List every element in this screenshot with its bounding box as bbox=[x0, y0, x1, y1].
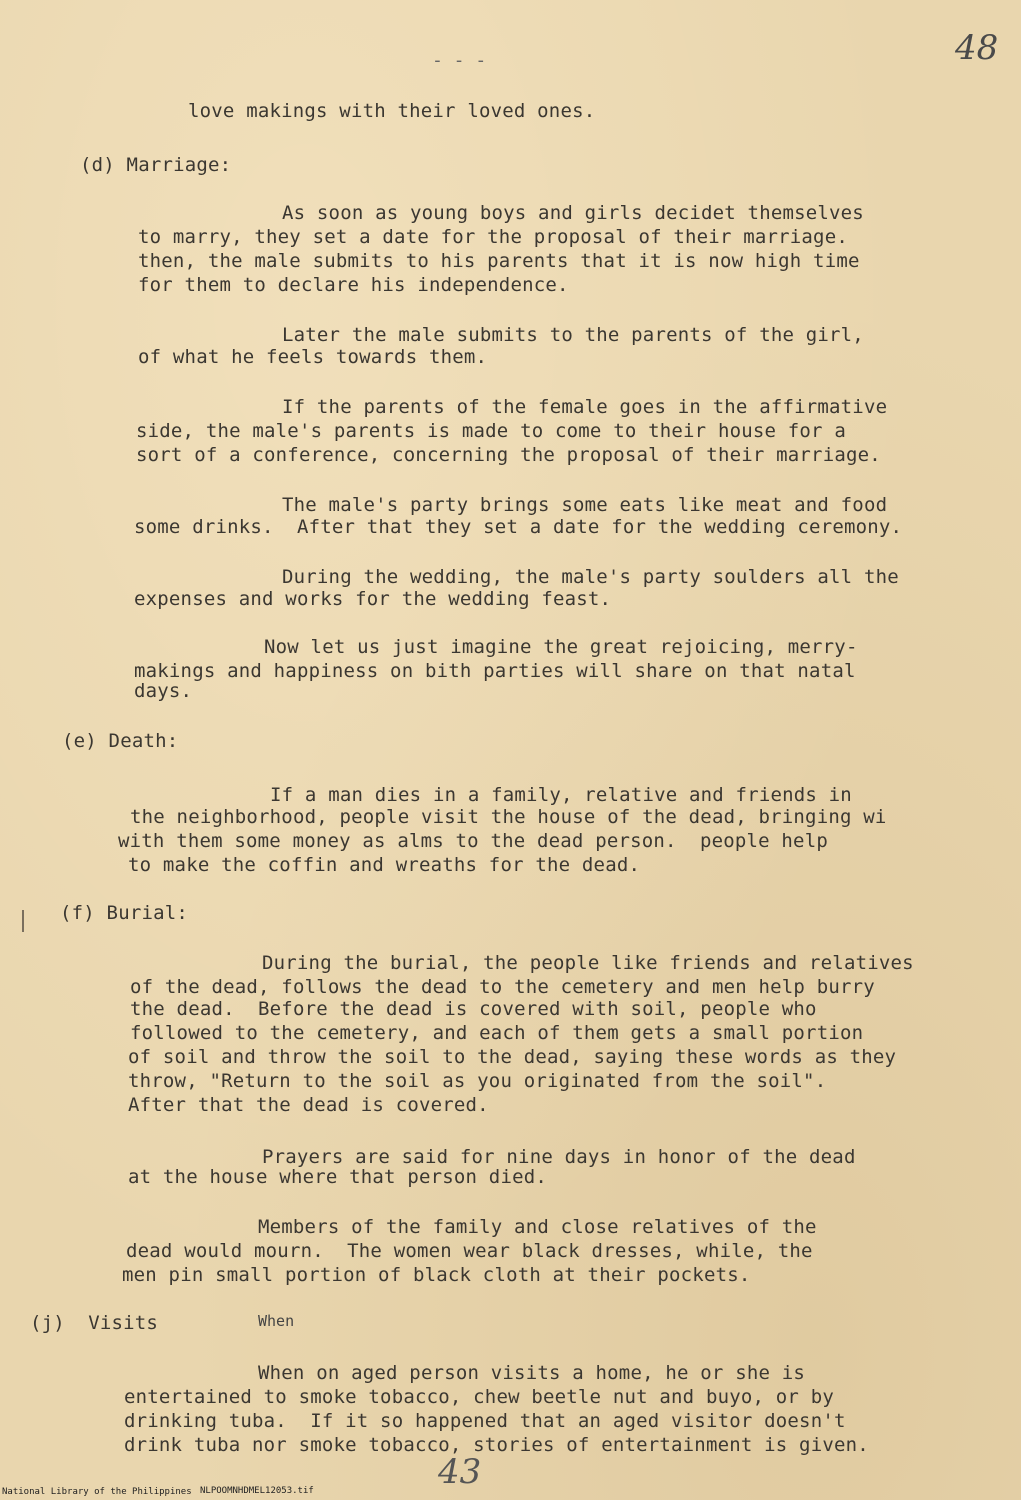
section-heading-death: (e) Death: bbox=[62, 730, 179, 752]
text-line: The male's party brings some eats like meat and food bbox=[282, 494, 888, 516]
text-line: After that the dead is covered. bbox=[128, 1094, 489, 1116]
text-line: the neighborhood, people visit the house of the dead, bringing wi bbox=[130, 806, 887, 828]
archive-credit: National Library of the Philippines bbox=[2, 1487, 192, 1497]
file-name: NLPOOMNHDMEL12053.tif bbox=[200, 1486, 314, 1496]
margin-tick bbox=[22, 910, 24, 932]
text-line: makings and happiness on bith parties will share on that natal bbox=[134, 660, 856, 682]
text-line: Now let us just imagine the great rejoicing, merry- bbox=[264, 636, 858, 658]
text-line: If a man dies in a family, relative and friends in bbox=[270, 784, 852, 806]
text-line: the dead. Before the dead is covered with soil, people who bbox=[130, 998, 817, 1020]
text-line: dead would mourn. The women wear black dresses, while, the bbox=[126, 1240, 813, 1262]
text-line: During the burial, the people like friends and relatives bbox=[262, 952, 914, 974]
text-line: If the parents of the female goes in the affirmative bbox=[282, 396, 888, 418]
struck-word: When bbox=[258, 1312, 295, 1330]
text-line: expenses and works for the wedding feast. bbox=[134, 588, 612, 610]
text-line: sort of a conference, concerning the proposal of their marriage. bbox=[136, 444, 881, 466]
text-line: of what he feels towards them. bbox=[138, 346, 488, 368]
section-heading-marriage: (d) Marriage: bbox=[80, 154, 232, 176]
text-line: of soil and throw the soil to the dead, saying these words as they bbox=[128, 1046, 897, 1068]
text-line: for them to declare his independence. bbox=[138, 274, 569, 296]
section-heading-visits: (j) Visits bbox=[30, 1312, 159, 1334]
handwritten-mark: 43 bbox=[438, 1452, 482, 1492]
text-line: Later the male submits to the parents of the girl, bbox=[282, 324, 864, 346]
text-line: to make the coffin and wreaths for the dead. bbox=[128, 854, 641, 876]
text-line: at the house where that person died. bbox=[128, 1166, 548, 1188]
text-line: drink tuba nor smoke tobacco, stories of entertainment is given. bbox=[124, 1434, 869, 1456]
page-number: 48 bbox=[955, 28, 999, 68]
text-line: of the dead, follows the dead to the cemetery and men help burry bbox=[130, 976, 875, 998]
text-line: throw, "Return to the soil as you originated from the soil". bbox=[128, 1070, 827, 1092]
text-line: with them some money as alms to the dead person. people help bbox=[118, 830, 828, 852]
top-mark: - - - bbox=[432, 50, 487, 71]
text-line: some drinks. After that they set a date for the wedding ceremony. bbox=[134, 516, 903, 538]
text-line: followed to the cemetery, and each of them gets a small portion bbox=[130, 1022, 864, 1044]
text-line: As soon as young boys and girls decidet themselves bbox=[282, 202, 864, 224]
text-line: then, the male submits to his parents that it is now high time bbox=[138, 250, 860, 272]
text-line: During the wedding, the male's party soulders all the bbox=[282, 566, 899, 588]
text-line: men pin small portion of black cloth at their pockets. bbox=[122, 1264, 751, 1286]
text-line: days. bbox=[134, 680, 193, 702]
text-line: When on aged person visits a home, he or she is bbox=[258, 1362, 806, 1384]
text-line: love makings with their loved ones. bbox=[188, 100, 596, 122]
text-line: entertained to smoke tobacco, chew beetle nut and buyo, or by bbox=[124, 1386, 834, 1408]
text-line: Members of the family and close relatives of the bbox=[258, 1216, 817, 1238]
text-line: drinking tuba. If it so happened that an aged visitor doesn't bbox=[124, 1410, 846, 1432]
text-line: side, the male's parents is made to come to their house for a bbox=[136, 420, 846, 442]
section-heading-burial: (f) Burial: bbox=[60, 902, 189, 924]
text-line: Prayers are said for nine days in honor of the dead bbox=[262, 1146, 856, 1168]
text-line: to marry, they set a date for the proposal of their marriage. bbox=[138, 226, 848, 248]
